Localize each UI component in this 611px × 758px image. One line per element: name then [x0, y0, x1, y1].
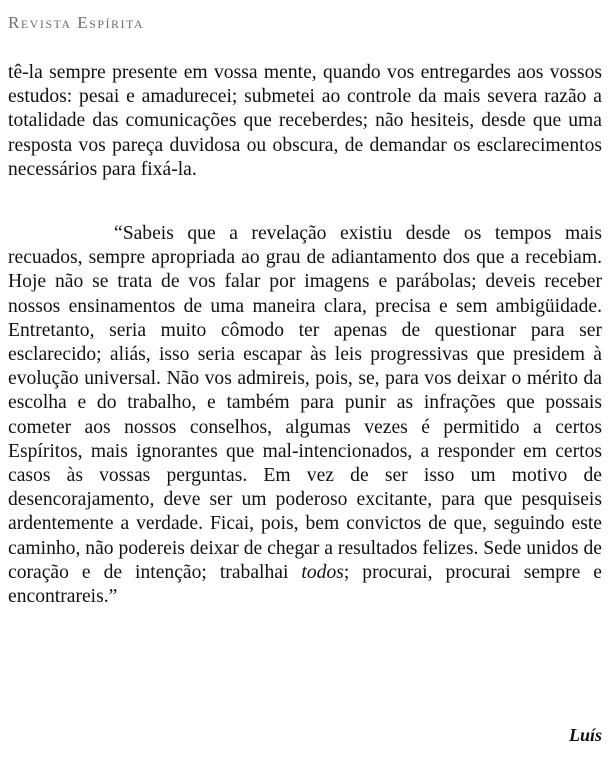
emphasized-word: todos: [301, 561, 344, 583]
paragraph-2: [8, 222, 602, 609]
paragraph-2-main: “Sabeis que a revelação existiu desde os tempos mais recuados, sempre apropriada ao grau de adiantamento dos que a recebiam. Hoje não se trata de vos falar por imagens e parábolas; deveis receber nossos ensinamentos de uma maneira clara, precisa e sem ambigüidade. Entretanto, seria muito cômodo ter apenas de questionar para ser esclarecido; aliás, isso seria escapar às leis progressivas que presidem à evolução universal. Não vos admireis, pois, se, para vos deixar o mérito da escolha e do trabalho, e também para punir as infrações que possais cometer aos nossos conselhos, algumas vezes é permitido a certos Espíritos, mais ignorantes que mal-intencionados, a responder em certos casos às vossas perguntas. Em vez de ser isso um motivo de desencorajamento, deve ser um poderoso excitante, para que pesquiseis ardentemente a verdade. Ficai, pois, bem convictos de que, seguindo este caminho, não podereis deixar de chegar a resultados felizes. Sede unidos de coração e de intenção; trabalhai: [8, 223, 602, 583]
paragraph-1: tê-la sempre presente em vossa mente, quando vos entregardes aos vossos estudos: pesai e amadurecei; submetei ao controle da mais severa razão a totalidade das comunicações que receberdes; não hesiteis, desde que uma resposta vos pareça duvidosa ou obscura, de demandar os esclarecimentos necessários para fixá-la.: [8, 62, 602, 180]
paragraph-2-end: ; procurai, procurai sempre e encontrareis.”: [8, 561, 602, 608]
signature: Luís: [568, 725, 602, 745]
running-header: Revista Espírita: [8, 13, 145, 32]
